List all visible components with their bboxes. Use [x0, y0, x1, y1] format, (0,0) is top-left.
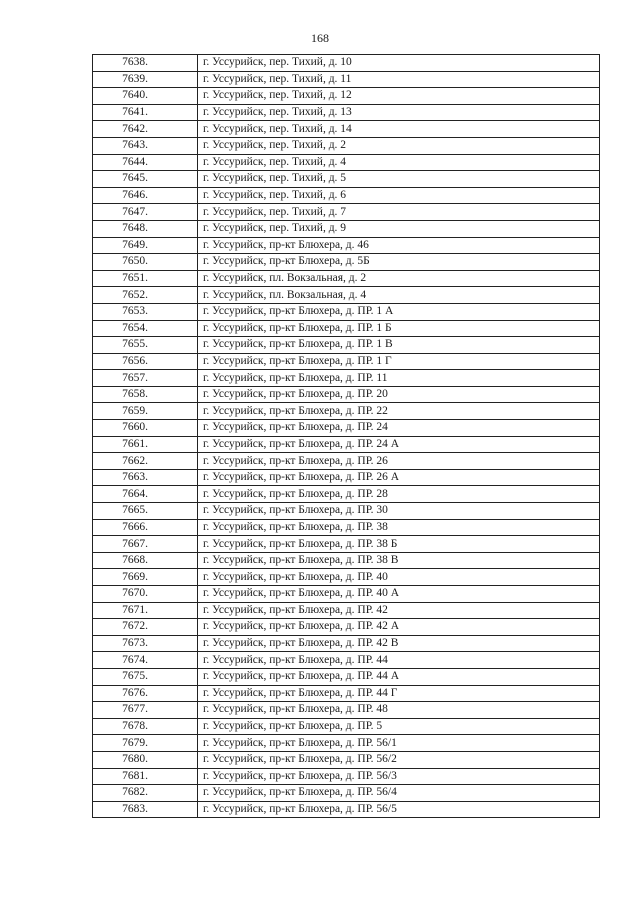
row-address: г. Уссурийск, пр-кт Блюхера, д. ПР. 44 А [198, 668, 600, 685]
table-row [93, 88, 600, 105]
row-number: 7661. [93, 436, 198, 453]
row-address: г. Уссурийск, пр-кт Блюхера, д. ПР. 56/5 [198, 801, 600, 818]
row-number: 7665. [93, 503, 198, 520]
row-number: 7663. [93, 469, 198, 486]
row-number: 7668. [93, 552, 198, 569]
row-address: г. Уссурийск, пр-кт Блюхера, д. ПР. 24 А [198, 436, 600, 453]
row-address: г. Уссурийск, пр-кт Блюхера, д. ПР. 1 А [198, 303, 600, 320]
table-row [93, 403, 600, 420]
row-number: 7666. [93, 519, 198, 536]
table-row [93, 751, 600, 768]
row-address: г. Уссурийск, пр-кт Блюхера, д. ПР. 56/4 [198, 785, 600, 802]
row-address: г. Уссурийск, пр-кт Блюхера, д. ПР. 20 [198, 386, 600, 403]
row-address: г. Уссурийск, пер. Тихий, д. 10 [198, 55, 600, 72]
table-row [93, 254, 600, 271]
row-address: г. Уссурийск, пр-кт Блюхера, д. ПР. 24 [198, 420, 600, 437]
row-number: 7649. [93, 237, 198, 254]
table-row [93, 668, 600, 685]
table-row [93, 602, 600, 619]
row-address: г. Уссурийск, пр-кт Блюхера, д. ПР. 38 Б [198, 536, 600, 553]
row-number: 7671. [93, 602, 198, 619]
row-number: 7653. [93, 303, 198, 320]
row-address: г. Уссурийск, пер. Тихий, д. 6 [198, 187, 600, 204]
row-address: г. Уссурийск, пр-кт Блюхера, д. ПР. 42 В [198, 635, 600, 652]
table-row [93, 137, 600, 154]
row-number: 7679. [93, 735, 198, 752]
address-table [92, 54, 600, 818]
row-address: г. Уссурийск, пл. Вокзальная, д. 4 [198, 287, 600, 304]
row-address: г. Уссурийск, пр-кт Блюхера, д. ПР. 30 [198, 503, 600, 520]
table-row [93, 785, 600, 802]
row-number: 7669. [93, 569, 198, 586]
address-table-body [93, 55, 600, 818]
row-address: г. Уссурийск, пер. Тихий, д. 9 [198, 220, 600, 237]
table-row [93, 204, 600, 221]
row-address: г. Уссурийск, пр-кт Блюхера, д. ПР. 40 [198, 569, 600, 586]
row-number: 7658. [93, 386, 198, 403]
row-number: 7642. [93, 121, 198, 138]
row-number: 7646. [93, 187, 198, 204]
row-number: 7652. [93, 287, 198, 304]
table-row [93, 420, 600, 437]
row-address: г. Уссурийск, пр-кт Блюхера, д. ПР. 38 В [198, 552, 600, 569]
row-number: 7659. [93, 403, 198, 420]
row-number: 7681. [93, 768, 198, 785]
table-row [93, 237, 600, 254]
row-address: г. Уссурийск, пр-кт Блюхера, д. 46 [198, 237, 600, 254]
row-number: 7648. [93, 220, 198, 237]
row-address: г. Уссурийск, пр-кт Блюхера, д. ПР. 44 Г [198, 685, 600, 702]
table-row [93, 503, 600, 520]
row-address: г. Уссурийск, пр-кт Блюхера, д. ПР. 11 [198, 370, 600, 387]
row-address: г. Уссурийск, пер. Тихий, д. 2 [198, 137, 600, 154]
row-address: г. Уссурийск, пр-кт Блюхера, д. ПР. 44 [198, 652, 600, 669]
table-row [93, 586, 600, 603]
table-row [93, 303, 600, 320]
row-address: г. Уссурийск, пер. Тихий, д. 11 [198, 71, 600, 88]
row-address: г. Уссурийск, пр-кт Блюхера, д. ПР. 42 А [198, 619, 600, 636]
row-address: г. Уссурийск, пер. Тихий, д. 12 [198, 88, 600, 105]
table-row [93, 171, 600, 188]
row-number: 7651. [93, 270, 198, 287]
table-row [93, 187, 600, 204]
table-row [93, 486, 600, 503]
row-address: г. Уссурийск, пр-кт Блюхера, д. ПР. 48 [198, 702, 600, 719]
table-row [93, 320, 600, 337]
row-address: г. Уссурийск, пер. Тихий, д. 5 [198, 171, 600, 188]
table-row [93, 652, 600, 669]
table-row [93, 386, 600, 403]
row-address: г. Уссурийск, пл. Вокзальная, д. 2 [198, 270, 600, 287]
row-address: г. Уссурийск, пр-кт Блюхера, д. ПР. 26 А [198, 469, 600, 486]
row-number: 7675. [93, 668, 198, 685]
table-row [93, 469, 600, 486]
table-row [93, 519, 600, 536]
table-row [93, 121, 600, 138]
row-address: г. Уссурийск, пер. Тихий, д. 13 [198, 104, 600, 121]
row-number: 7680. [93, 751, 198, 768]
row-address: г. Уссурийск, пр-кт Блюхера, д. ПР. 38 [198, 519, 600, 536]
row-number: 7683. [93, 801, 198, 818]
row-address: г. Уссурийск, пр-кт Блюхера, д. ПР. 5 [198, 718, 600, 735]
table-row [93, 287, 600, 304]
table-row [93, 702, 600, 719]
page-number: 168 [311, 31, 329, 45]
table-row [93, 685, 600, 702]
row-number: 7672. [93, 619, 198, 636]
table-row [93, 55, 600, 72]
row-number: 7657. [93, 370, 198, 387]
row-number: 7640. [93, 88, 198, 105]
table-row [93, 453, 600, 470]
row-address: г. Уссурийск, пр-кт Блюхера, д. ПР. 1 Б [198, 320, 600, 337]
row-number: 7638. [93, 55, 198, 72]
row-address: г. Уссурийск, пр-кт Блюхера, д. ПР. 56/1 [198, 735, 600, 752]
table-row [93, 370, 600, 387]
row-number: 7678. [93, 718, 198, 735]
table-row [93, 154, 600, 171]
table-row [93, 353, 600, 370]
table-row [93, 337, 600, 354]
row-number: 7667. [93, 536, 198, 553]
row-number: 7655. [93, 337, 198, 354]
row-address: г. Уссурийск, пр-кт Блюхера, д. ПР. 42 [198, 602, 600, 619]
table-row [93, 801, 600, 818]
row-number: 7644. [93, 154, 198, 171]
row-number: 7676. [93, 685, 198, 702]
row-number: 7639. [93, 71, 198, 88]
row-address: г. Уссурийск, пер. Тихий, д. 4 [198, 154, 600, 171]
table-row [93, 536, 600, 553]
table-row [93, 619, 600, 636]
row-number: 7650. [93, 254, 198, 271]
row-address: г. Уссурийск, пр-кт Блюхера, д. 5Б [198, 254, 600, 271]
row-address: г. Уссурийск, пр-кт Блюхера, д. ПР. 22 [198, 403, 600, 420]
row-number: 7641. [93, 104, 198, 121]
table-row [93, 220, 600, 237]
row-address: г. Уссурийск, пер. Тихий, д. 14 [198, 121, 600, 138]
table-row [93, 71, 600, 88]
row-address: г. Уссурийск, пр-кт Блюхера, д. ПР. 56/2 [198, 751, 600, 768]
table-row [93, 552, 600, 569]
row-number: 7677. [93, 702, 198, 719]
row-address: г. Уссурийск, пр-кт Блюхера, д. ПР. 40 А [198, 586, 600, 603]
table-row [93, 104, 600, 121]
row-number: 7664. [93, 486, 198, 503]
table-row [93, 768, 600, 785]
row-number: 7647. [93, 204, 198, 221]
row-number: 7682. [93, 785, 198, 802]
table-row [93, 270, 600, 287]
row-number: 7670. [93, 586, 198, 603]
row-address: г. Уссурийск, пр-кт Блюхера, д. ПР. 26 [198, 453, 600, 470]
row-number: 7673. [93, 635, 198, 652]
row-number: 7654. [93, 320, 198, 337]
row-number: 7643. [93, 137, 198, 154]
row-address: г. Уссурийск, пр-кт Блюхера, д. ПР. 56/3 [198, 768, 600, 785]
row-address: г. Уссурийск, пр-кт Блюхера, д. ПР. 1 Г [198, 353, 600, 370]
row-address: г. Уссурийск, пер. Тихий, д. 7 [198, 204, 600, 221]
row-address: г. Уссурийск, пр-кт Блюхера, д. ПР. 1 В [198, 337, 600, 354]
row-address: г. Уссурийск, пр-кт Блюхера, д. ПР. 28 [198, 486, 600, 503]
table-row [93, 735, 600, 752]
row-number: 7645. [93, 171, 198, 188]
table-row [93, 635, 600, 652]
row-number: 7660. [93, 420, 198, 437]
table-row [93, 436, 600, 453]
table-row [93, 718, 600, 735]
row-number: 7662. [93, 453, 198, 470]
table-row [93, 569, 600, 586]
row-number: 7656. [93, 353, 198, 370]
row-number: 7674. [93, 652, 198, 669]
